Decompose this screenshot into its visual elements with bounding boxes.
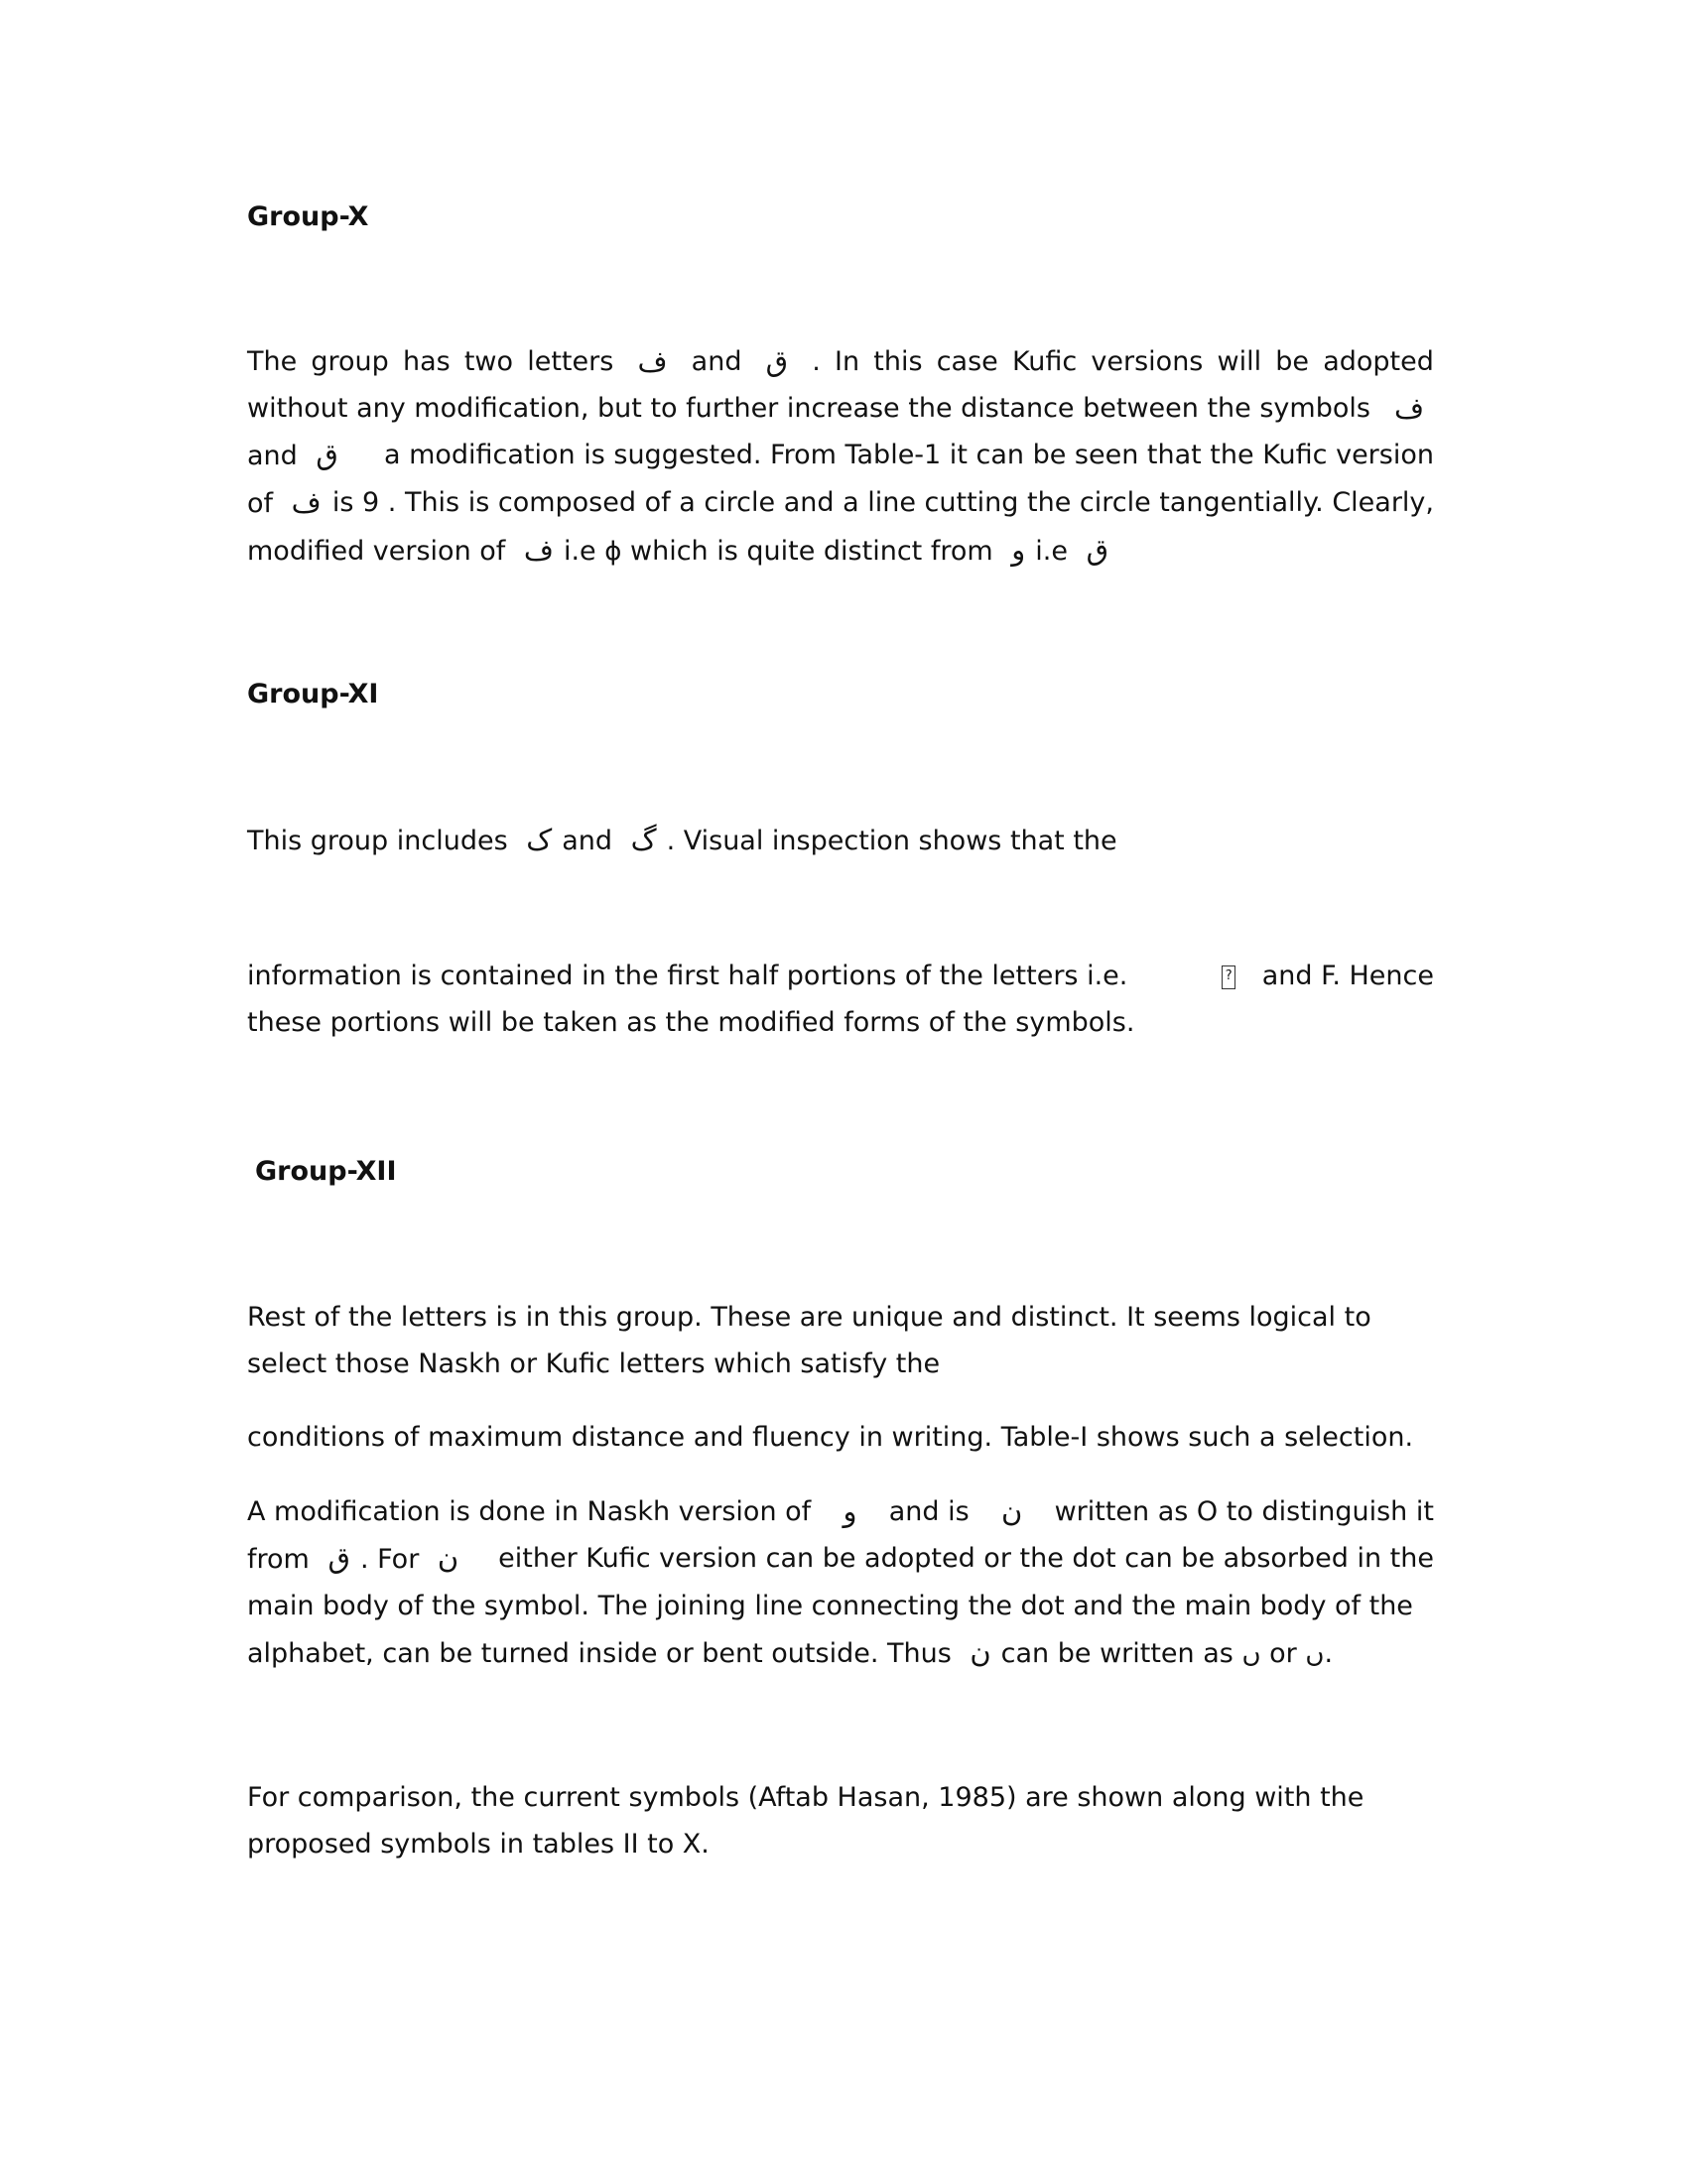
text-line: main body of the symbol. The joining line connecting the dot and the main body of the (247, 1591, 1413, 1621)
paragraph-group-xii-4 (247, 1774, 1434, 1867)
arabic-letter-waw: و (843, 1494, 857, 1528)
text-line: conditions of maximum distance and fluency in writing. Table-I shows such a selection. (247, 1422, 1414, 1453)
arabic-letter-gaf: گ (630, 823, 657, 856)
arabic-letter-qaf: ق (316, 438, 338, 471)
arabic-letter-noon: ن (1000, 1494, 1023, 1528)
phi-symbol: ϕ (604, 537, 622, 567)
text-line: The group has two letters ف and ق . In this case Kufic versions will be adopted (247, 338, 1434, 385)
text-line: select those Naskh or Kufic letters which satisfy the (247, 1349, 941, 1379)
paragraph-group-x (247, 338, 1434, 576)
paragraph-group-xii-3 (247, 1488, 1434, 1678)
paragraph-group-xi-body (247, 953, 1434, 1046)
paragraph-group-xii-2 (247, 1414, 1434, 1461)
text-line: alphabet, can be turned inside or bent outside. Thus ن can be written as ں or ں. (247, 1629, 1434, 1678)
text-line: of ف is 9 . This is composed of a circle and a line cutting the circle tangentially. Clearly, (247, 479, 1434, 527)
arabic-letter-fa: ف (1393, 391, 1424, 425)
noon-variant-symbol: ں (1305, 1639, 1325, 1669)
arabic-letter-waw: و (1011, 533, 1026, 567)
arabic-letter-noon: ن (970, 1635, 991, 1669)
arabic-letter-noon: ن (437, 1541, 459, 1575)
text-line: from ق . For ن either Kufic version can be adopted or the dot can be absorbed in the (247, 1535, 1434, 1583)
arabic-letter-fa: ف (291, 485, 322, 519)
text-line: This group includes ک and گ . Visual inspection shows that the (247, 817, 1434, 864)
text-line: Rest of the letters is in this group. These are unique and distinct. It seems logical to (247, 1302, 1371, 1333)
text-line: these portions will be taken as the modified forms of the symbols. (247, 1007, 1135, 1038)
paragraph-group-xi-intro (247, 817, 1434, 864)
noon-variant-symbol: ں (1241, 1639, 1261, 1669)
heading-group-xi: Group-XI (247, 679, 379, 709)
arabic-letter-qaf: ق (1086, 533, 1109, 567)
text-line: A modification is done in Naskh version of و and is ن written as O to distinguish it (247, 1488, 1434, 1535)
text-line: modified version of ف i.e ϕ which is quite distinct from و i.e ق (247, 527, 1434, 576)
arabic-letter-qaf: ق (765, 344, 789, 378)
text-line: proposed symbols in tables II to X. (247, 1829, 710, 1860)
text-line: For comparison, the current symbols (Aftab Hasan, 1985) are shown along with the (247, 1782, 1364, 1813)
text-line: information is contained in the first half portions of the letters i.e. ? and F. Hence (247, 961, 1434, 991)
paragraph-group-xii-1 (247, 1294, 1434, 1387)
heading-group-x: Group-X (247, 201, 369, 232)
arabic-letter-fa: ف (637, 344, 668, 378)
missing-glyph-icon: ? (1222, 965, 1235, 989)
arabic-letter-qaf: ق (327, 1541, 350, 1575)
heading-group-xii: Group-XII (255, 1156, 397, 1187)
text-line: without any modification, but to further increase the distance between the symbols ف (247, 385, 1434, 432)
text-line: and ق a modification is suggested. From Table-1 it can be seen that the Kufic version (247, 432, 1434, 479)
arabic-letter-fa: ف (523, 533, 554, 567)
arabic-letter-kaf: ک (526, 823, 553, 856)
